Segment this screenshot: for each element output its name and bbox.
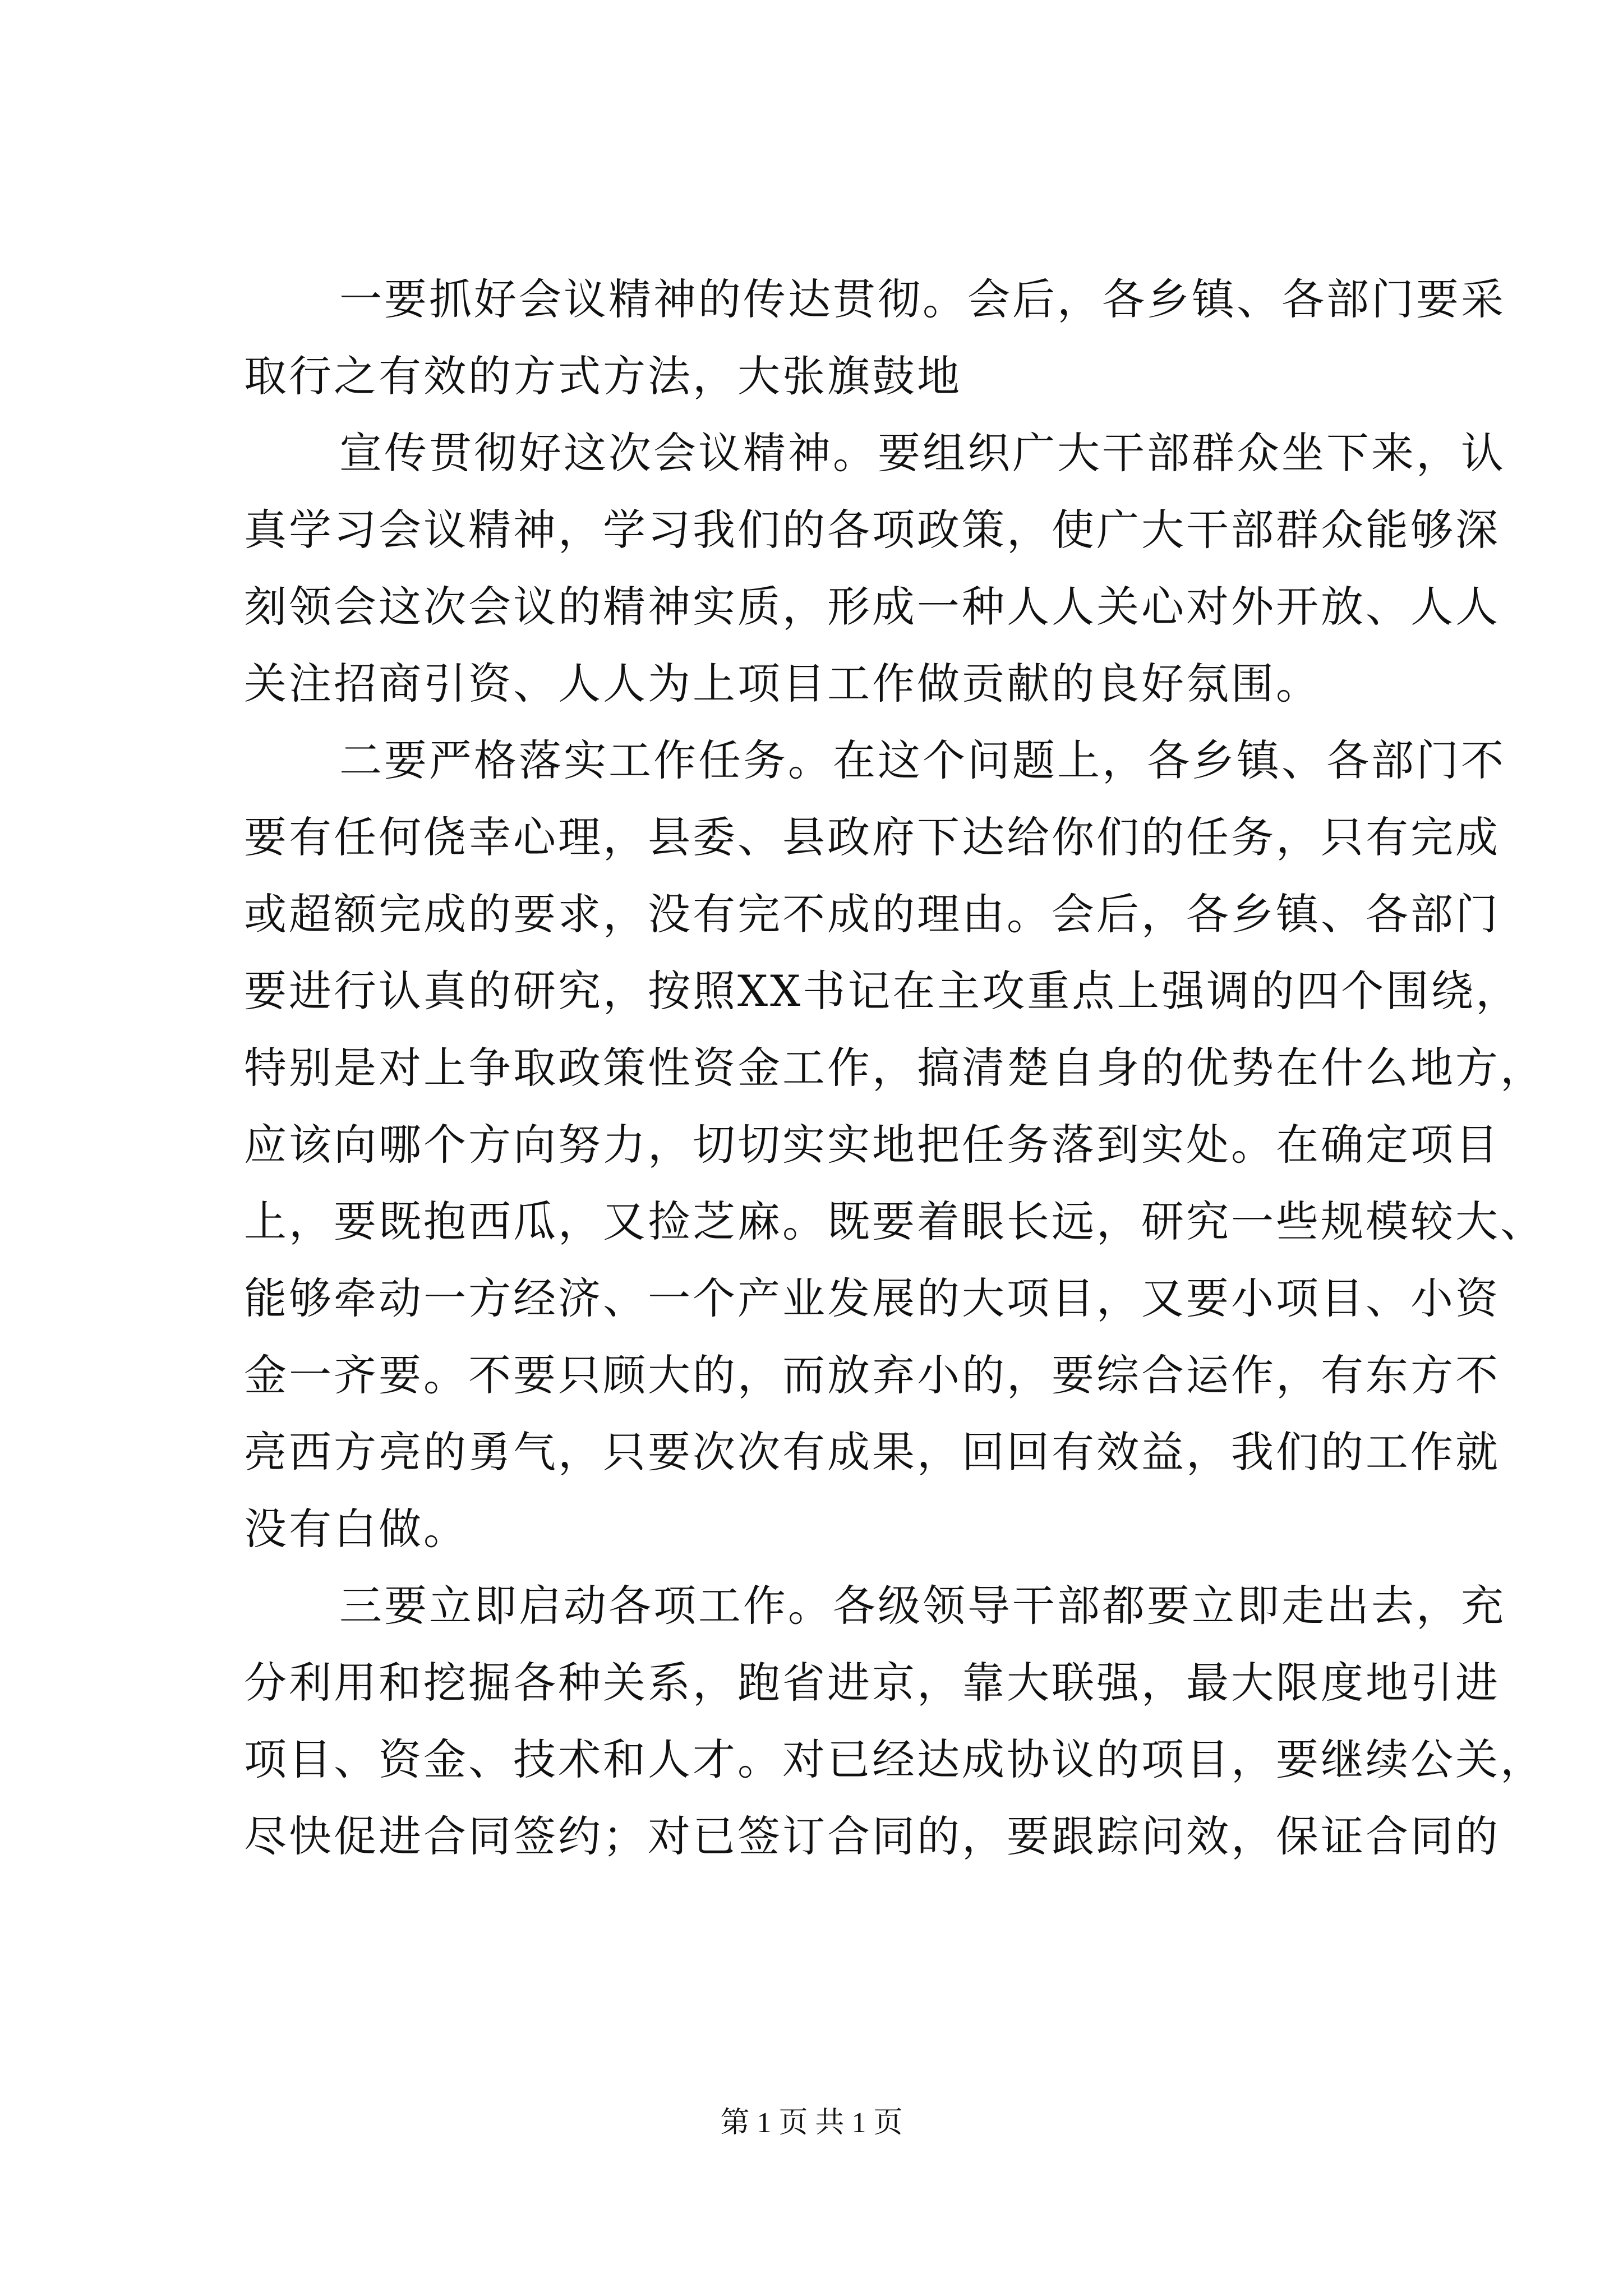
text-line: 或超额完成的要求，没有完不成的理由。会后，各乡镇、各部门 [244, 889, 1500, 939]
text-line: 项目、资金、技术和人才。对已经达成协议的项目，要继续公关， [244, 1734, 1545, 1784]
text-line: 没有白做。 [244, 1504, 468, 1554]
text-line: 应该向哪个方向努力，切切实实地把任务落到实处。在确定项目 [244, 1120, 1500, 1170]
page-number-label: 第 1 页 共 1 页 [720, 2107, 903, 2139]
text-line: 真学习会议精神，学习我们的各项政策，使广大干部群众能够深 [244, 505, 1500, 555]
text-line: 要进行认真的研究，按照XX书记在主攻重点上强调的四个围绕， [244, 966, 1521, 1016]
text-line: 二要严格落实工作任务。在这个问题上，各乡镇、各部门不 [339, 735, 1506, 785]
document-body [244, 261, 1545, 1875]
text-line: 刻领会这次会议的精神实质，形成一种人人关心对外开放、人人 [244, 582, 1500, 632]
text-line: 尽快促进合同签约；对已签订合同的，要跟踪问效，保证合同的 [244, 1811, 1500, 1861]
text-line: 金一齐要。不要只顾大的，而放弃小的，要综合运作，有东方不 [244, 1350, 1500, 1400]
text-line: 关注招商引资、人人为上项目工作做贡献的良好氛围。 [244, 659, 1321, 708]
text-line: 分利用和挖掘各种关系，跑省进京，靠大联强，最大限度地引进 [244, 1658, 1500, 1708]
text-line: 取行之有效的方式方法，大张旗鼓地 [244, 351, 962, 401]
text-line: 能够牵动一方经济、一个产业发展的大项目，又要小项目、小资 [244, 1273, 1500, 1323]
text-line: 一要抓好会议精神的传达贯彻。会后，各乡镇、各部门要采 [339, 274, 1506, 324]
page-footer [0, 2104, 1623, 2143]
text-line: 特别是对上争取政策性资金工作，搞清楚自身的优势在什么地方， [244, 1043, 1545, 1093]
text-line: 三要立即启动各项工作。各级领导干部都要立即走出去，充 [339, 1581, 1506, 1631]
text-line: 宣传贯彻好这次会议精神。要组织广大干部群众坐下来，认 [339, 428, 1506, 478]
text-line: 亮西方亮的勇气，只要次次有成果，回回有效益，我们的工作就 [244, 1427, 1500, 1477]
text-line: 上，要既抱西瓜，又捡芝麻。既要着眼长远，研究一些规模较大、 [244, 1197, 1545, 1246]
text-line: 要有任何侥幸心理，县委、县政府下达给你们的任务，只有完成 [244, 812, 1500, 862]
